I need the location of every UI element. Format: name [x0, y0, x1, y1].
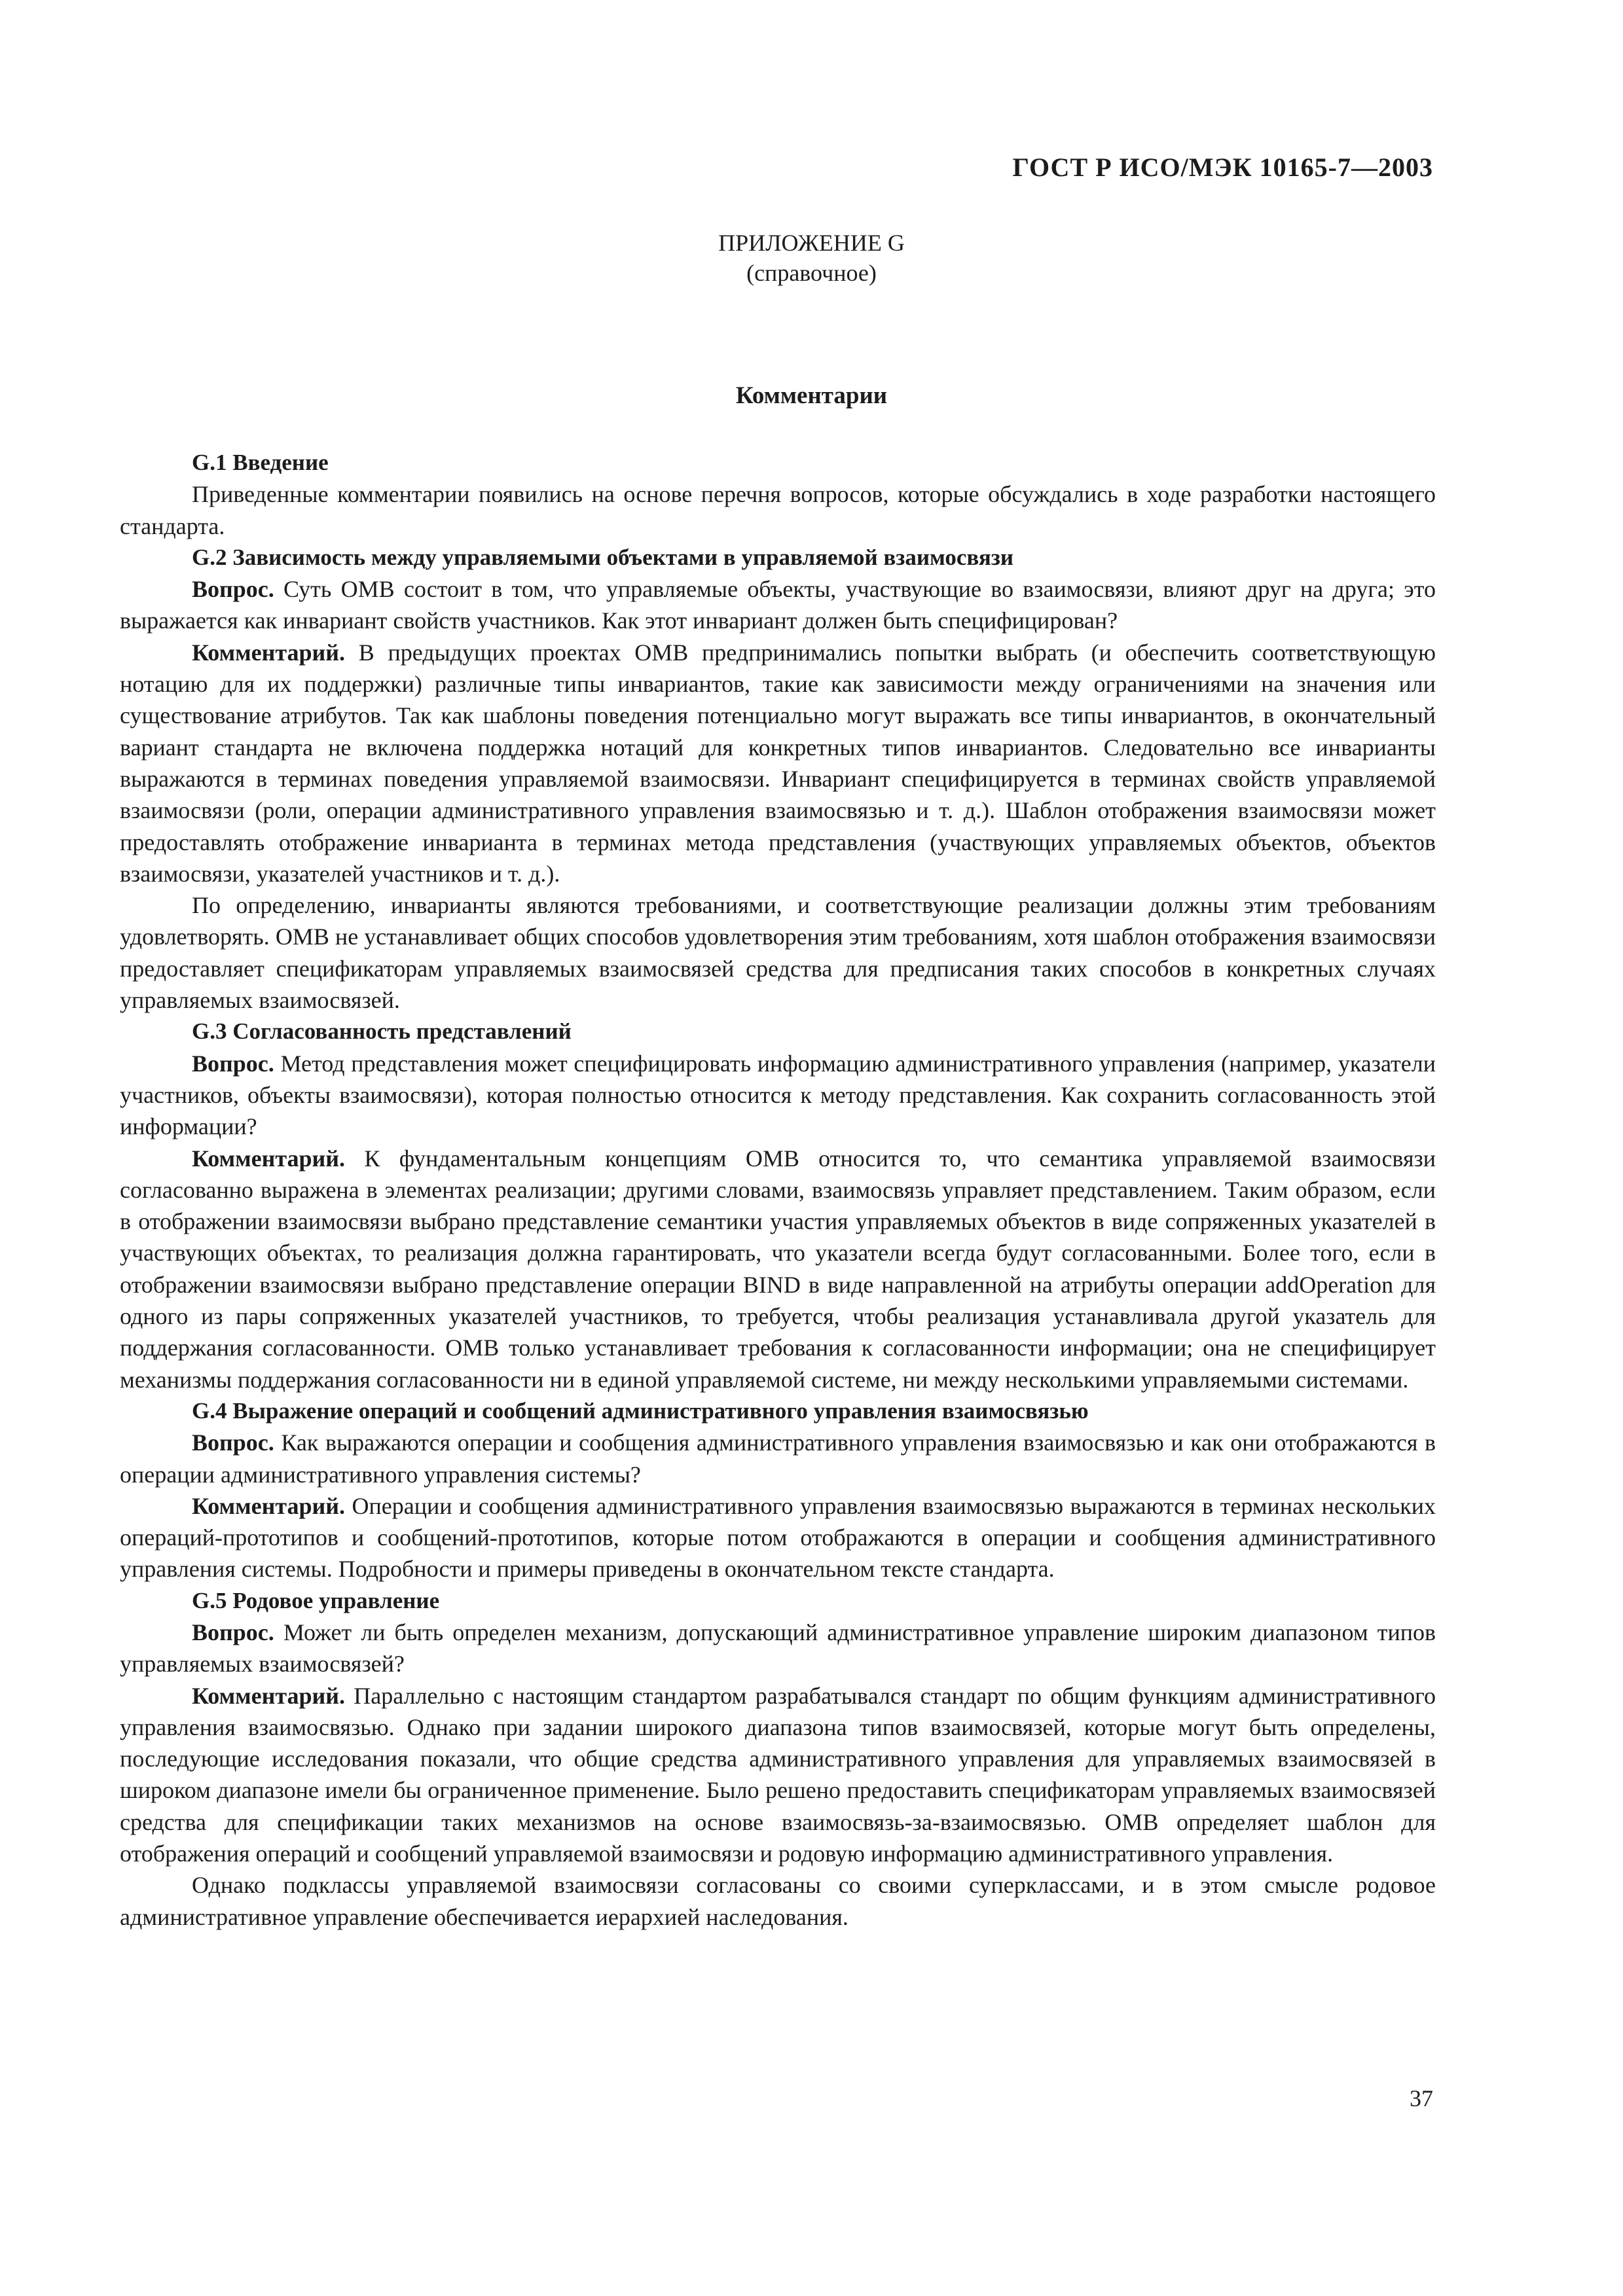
section-heading-g1: G.1 Введение — [192, 450, 329, 475]
comment-paragraph — [120, 637, 1436, 889]
question-label: Вопрос. — [192, 1619, 274, 1645]
paragraph: Приведенные комментарии появились на основе перечня вопросов, которые обсуждались в ходе разработки настоящего стандарта. — [120, 481, 1436, 539]
appendix-subtitle: (справочное) — [746, 260, 877, 286]
comment-paragraph — [120, 1143, 1436, 1395]
question-label: Вопрос. — [192, 576, 274, 603]
question-paragraph — [120, 573, 1436, 637]
comment-paragraph — [120, 1680, 1436, 1870]
section-heading-g3: G.3 Согласованность представлений — [192, 1018, 572, 1045]
section-heading-g2: G.2 Зависимость между управляемыми объектами в управляемой взаимосвязи — [192, 544, 1014, 570]
question-text: Метод представления может специфицировать информацию административного управления (например, указатели участников, объекты взаимосвязи), которая полностью относится к методу представления. Как сохранить согласованность этой информации? — [120, 1050, 1436, 1140]
comment-label: Комментарий. — [192, 1145, 346, 1172]
question-label: Вопрос. — [192, 1429, 274, 1456]
appendix-title: ПРИЛОЖЕНИЕ G — [718, 230, 905, 256]
comment-label: Комментарий. — [192, 1682, 346, 1709]
comment-label: Комментарий. — [192, 639, 346, 666]
comment-text: Параллельно с настоящим стандартом разрабатывался стандарт по общим функциям административного управления взаимосвязью. Однако при задании широкого диапазона типов взаимосвязей, которые могут быть определены, последующие исследования показали, что общие средства административного управления для управляемых взаимосвязей в широком диапазоне имели бы ограниченное применение. Было решено предоставить спецификаторам управляемых взаимосвязей средства для спецификации таких механизмов на основе взаимосвязь-за-взаимосвязью. OMB определяет шаблон для отображения операций и сообщений управляемой взаимосвязи и родовую информацию административного управления. — [120, 1682, 1436, 1867]
comment-text: В предыдущих проектах OMB предпринимались попытки выбрать (и обеспечить соответствующую нотацию для их поддержки) различные типы инвариантов, такие как зависимости между ограничениями на значения или существование атрибутов. Так как шаблоны поведения потенциально могут выражать все типы инвариантов, в окончательный вариант стандарта не включена поддержка нотаций для конкретных типов инвариантов. Следовательно все инварианты выражаются в терминах поведения управляемой взаимосвязи. Инвариант специфицируется в терминах свойств управляемой взаимосвязи (роли, операции административного управления взаимосвязью и т. д.). Шаблон отображения взаимосвязи может предоставлять отображение инварианта в терминах метода представления (участвующих управляемых объектов, объектов взаимосвязи, указателей участников и т. д.). — [120, 639, 1436, 887]
standard-code: ГОСТ Р ИСО/МЭК 10165-7—2003 — [1012, 152, 1433, 182]
question-text: Может ли быть определен механизм, допускающий административное управление широким диапазоном типов управляемых взаимосвязей? — [120, 1619, 1436, 1677]
page-number: 37 — [1410, 2085, 1433, 2111]
document-title: Комментарии — [735, 382, 888, 409]
section-heading-g5: G.5 Родовое управление — [192, 1587, 440, 1613]
appendix-heading — [0, 228, 1623, 288]
section-heading-g4: G.4 Выражение операций и сообщений административного управления взаимосвязью — [192, 1397, 1089, 1424]
question-text: Суть OMB состоит в том, что управляемые объекты, участвующие во взаимосвязи, влияют друг на друга; это выражается как инвариант свойств участников. Как этот инвариант должен быть специфицирован? — [120, 576, 1436, 634]
comment-text: Операции и сообщения административного управления взаимосвязью выражаются в терминах нескольких операций-прототипов и сообщений-прототипов, которые потом отображаются в операции и сообщения административного управления системы. Подробности и примеры приведены в окончательном тексте стандарта. — [120, 1492, 1436, 1583]
paragraph: Однако подклассы управляемой взаимосвязи согласованы со своими суперклассами, и в этом смысле родовое административное управление обеспечивается иерархией наследования. — [120, 1872, 1436, 1930]
paragraph: По определению, инварианты являются требованиями, и соответствующие реализации должны этим требованиям удовлетворять. OMB не устанавливает общих способов удовлетворения этим требованиям, хотя шаблон отображения взаимосвязи предоставляет спецификаторам управляемых взаимосвязей средства для предписания таких способов в конкретных случаях управляемых взаимосвязей. — [120, 892, 1436, 1014]
question-paragraph — [120, 1427, 1436, 1490]
comment-paragraph — [120, 1490, 1436, 1585]
question-text: Как выражаются операции и сообщения административного управления взаимосвязью и как они отображаются в операции административного управления системы? — [120, 1429, 1436, 1488]
question-label: Вопрос. — [192, 1050, 274, 1077]
question-paragraph — [120, 1617, 1436, 1680]
comment-label: Комментарий. — [192, 1492, 346, 1519]
document-body — [120, 447, 1436, 1933]
comment-text: К фундаментальным концепциям OMB относится то, что семантика управляемой взаимосвязи согласованно выражена в элементах реализации; другими словами, взаимосвязь управляет представлением. Таким образом, если в отображении взаимосвязи выбрано представление семантики участия управляемых объектов в виде сопряженных указателей в участвующих объектах, то реализация должна гарантировать, что указатели всегда будут согласованными. Более того, если в отображении взаимосвязи выбрано представление операции BIND в виде направленной на атрибуты операции addOperation для одного из пары сопряженных указателей участников, то требуется, чтобы реализация устанавливала другой указатель для поддержания согласованности. OMB только устанавливает требования к согласованности информации; она не специфицирует механизмы поддержания согласованности ни в единой управляемой системе, ни между несколькими управляемыми системами. — [120, 1145, 1436, 1393]
question-paragraph — [120, 1048, 1436, 1143]
